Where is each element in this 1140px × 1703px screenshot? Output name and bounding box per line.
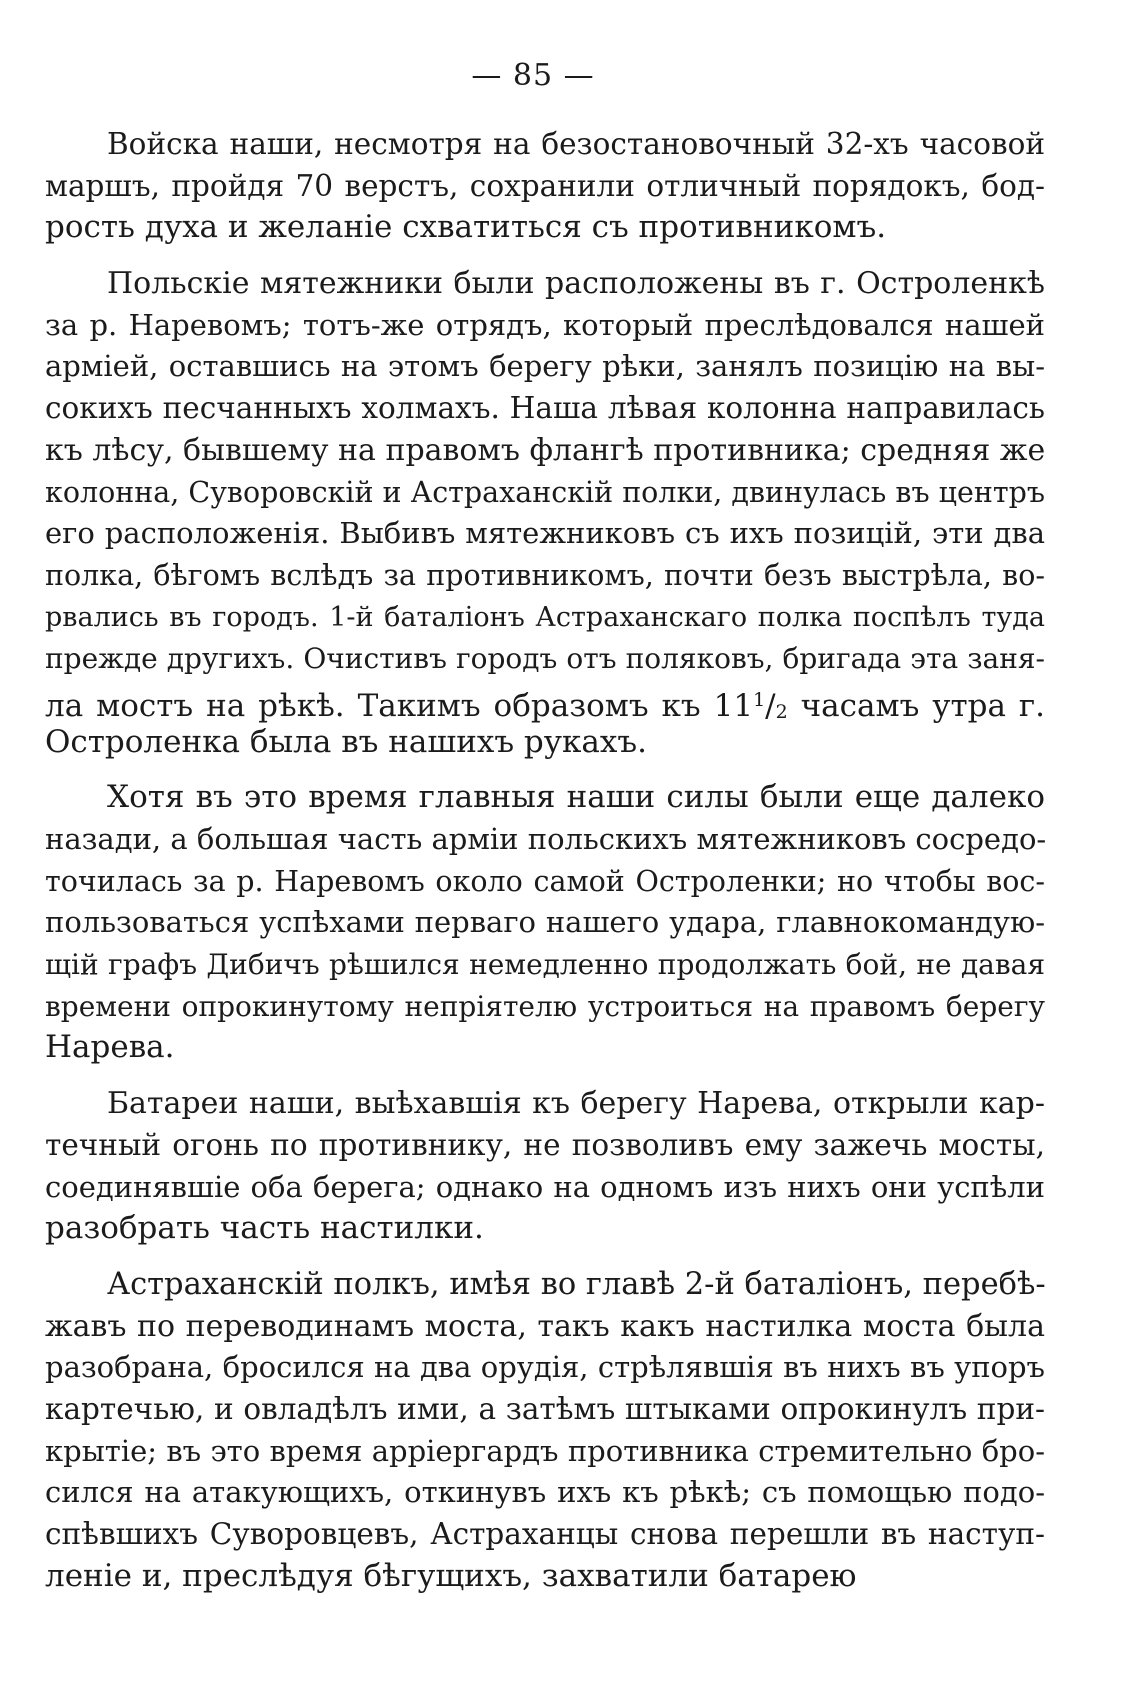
text-line: полка, бѣгомъ вслѣдъ за противникомъ, почти безъ выстрѣла, во- xyxy=(45,558,1045,592)
text-line: къ лѣсу, бывшему на правомъ флангѣ противника; средняя же xyxy=(45,432,1046,468)
text-line: Астраханскій полкъ, имѣя во главѣ 2-й баталіонъ, перебѣ- xyxy=(107,1266,1046,1302)
text-line: Остроленка была въ нашихъ рукахъ. xyxy=(45,723,647,760)
paragraph xyxy=(45,1264,1045,1598)
text-line: его расположенія. Выбивъ мятежниковъ съ ихъ позицій, эти два xyxy=(45,516,1045,551)
text-line: времени опрокинутому непріятелю устроиться на правомъ берегу xyxy=(45,989,1045,1023)
text-line: леніе и, преслѣдуя бѣгущихъ, захватили батарею xyxy=(45,1557,857,1594)
text-line: картечью, и овладѣлъ ими, а затѣмъ штыками опрокинулъ при- xyxy=(45,1391,1045,1426)
text-line: спѣвшихъ Суворовцевъ, Астраханцы снова перешли въ наступ- xyxy=(45,1517,1045,1551)
paragraph xyxy=(45,777,1045,1069)
text-line-with-fraction xyxy=(45,680,1045,722)
body-text xyxy=(45,124,1045,1611)
fraction-denominator: 2 xyxy=(775,700,788,723)
text-line: течный огонь по противнику, не позволивъ ему зажечь мосты, xyxy=(45,1127,1045,1162)
text-line: сокихъ песчанныхъ холмахъ. Наша лѣвая колонна направилась xyxy=(45,391,1045,426)
fraction-separator: / xyxy=(765,687,776,724)
text-line: колонна, Суворовскій и Астраханскій полки, двинулась въ центръ xyxy=(45,475,1045,509)
text-line: щій графъ Дибичъ рѣшился немедленно продолжать бой, не давая xyxy=(45,948,1045,982)
text-fragment: ла мостъ на рѣкѣ. Такимъ образомъ къ 11 xyxy=(45,687,754,724)
text-line: рость духа и желаніе схватиться съ противникомъ. xyxy=(45,209,887,246)
text-fragment: часамъ утра г. xyxy=(787,687,1046,724)
text-line: назади, а большая часть арміи польскихъ мятежниковъ сосредо- xyxy=(45,822,1047,856)
fraction-numerator: 1 xyxy=(753,688,766,711)
paragraph xyxy=(45,263,1045,763)
text-line: соединявшіе оба берега; однако на одномъ изъ нихъ они успѣли xyxy=(45,1169,1045,1204)
text-line: разобрана, бросился на два орудія, стрѣлявшія въ нихъ въ упоръ xyxy=(45,1350,1045,1385)
text-line: точилась за р. Наревомъ около самой Остроленки; но чтобы вос- xyxy=(45,864,1045,898)
paragraph xyxy=(45,1083,1045,1250)
text-line: сился на атакующихъ, откинувъ ихъ къ рѣкѣ; съ помощью подо- xyxy=(45,1475,1045,1510)
text-line: Нарева. xyxy=(45,1029,175,1066)
text-line: Батареи наши, выѣхавшія къ берегу Нарева, открыли кар- xyxy=(107,1086,1045,1122)
text-line: Войска наши, несмотря на безостановочный 32-хъ часовой xyxy=(107,127,1045,161)
paragraph xyxy=(45,124,1045,249)
text-line: Хотя въ это время главныя наши силы были еще далеко xyxy=(107,779,1045,816)
text-line: Польскіе мятежники были расположены въ г. Остроленкѣ xyxy=(107,266,1045,302)
text-line: жавъ по переводинамъ моста, такъ какъ настилка моста была xyxy=(45,1308,1045,1344)
text-line: за р. Наревомъ; тотъ-же отрядъ, который преслѣдовался нашей xyxy=(45,307,1045,342)
text-line: арміей, оставшись на этомъ берегу рѣки, занялъ позицію на вы- xyxy=(45,349,1045,384)
text-line: разобрать часть настилки. xyxy=(45,1210,484,1247)
text-line: маршъ, пройдя 70 верстъ, сохранили отличный порядокъ, бод- xyxy=(45,168,1045,203)
page-number: — 85 — xyxy=(471,58,595,93)
text-line: прежде другихъ. Очистивъ городъ отъ поляковъ, бригада эта заня- xyxy=(45,642,1045,676)
text-line: пользоваться успѣхами перваго нашего удара, главнокомандую- xyxy=(45,905,1045,940)
text-line: крытіе; въ это время арріергардъ противника стремительно бро- xyxy=(45,1433,1045,1468)
text-line: рвались въ городъ. 1-й баталіонъ Астраханскаго полка поспѣлъ туда xyxy=(45,601,1045,633)
